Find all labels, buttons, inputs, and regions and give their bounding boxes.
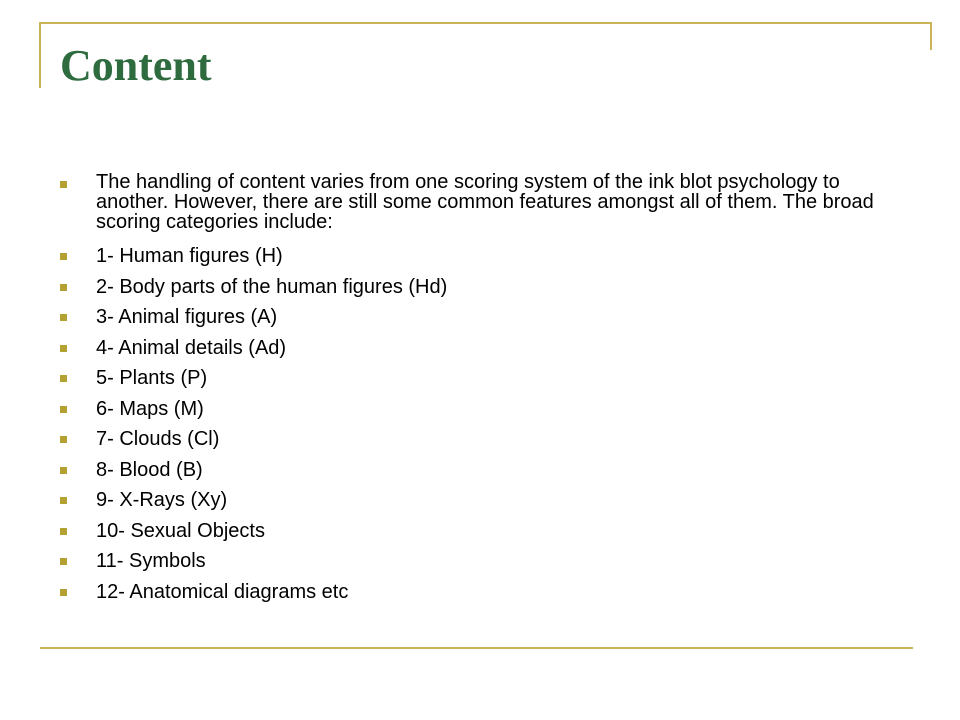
list-item-text: 1- Human figures (H) <box>96 245 283 267</box>
top-border-rule <box>40 22 932 24</box>
list-item <box>58 397 898 428</box>
list-item <box>58 580 898 611</box>
right-border-rule <box>930 22 932 50</box>
list-item <box>58 366 898 397</box>
left-border-rule <box>39 22 41 88</box>
list-item <box>58 427 898 458</box>
square-bullet-icon <box>60 467 67 474</box>
list-item <box>58 244 898 275</box>
content-bullet-list <box>58 172 898 610</box>
list-item-text: 7- Clouds (Cl) <box>96 428 220 450</box>
list-item <box>58 519 898 550</box>
bottom-border-rule <box>40 647 913 649</box>
list-item-text: 5- Plants (P) <box>96 367 208 389</box>
square-bullet-icon <box>60 406 67 413</box>
square-bullet-icon <box>60 345 67 352</box>
list-item <box>58 488 898 519</box>
list-item-text: 11- Symbols <box>96 550 206 572</box>
list-item-text: 8- Blood (B) <box>96 458 203 481</box>
list-item <box>58 336 898 367</box>
list-item <box>58 275 898 306</box>
square-bullet-icon <box>60 589 67 596</box>
slide-title: Content <box>60 41 212 90</box>
square-bullet-icon <box>60 528 67 535</box>
list-item-text: 12- Anatomical diagrams etc <box>96 580 349 603</box>
square-bullet-icon <box>60 284 67 291</box>
list-item <box>58 458 898 489</box>
intro-bullet <box>58 172 898 232</box>
list-item-text: 10- Sexual Objects <box>96 519 265 542</box>
square-bullet-icon <box>60 253 67 260</box>
list-item-text: 6- Maps (M) <box>96 397 204 420</box>
list-item-text: 4- Animal details (Ad) <box>96 336 287 359</box>
square-bullet-icon <box>60 314 67 321</box>
square-bullet-icon <box>60 558 67 565</box>
square-bullet-icon <box>60 436 67 443</box>
intro-text: The handling of content varies from one scoring system of the ink blot psychology to another. However, there are still some common features amongst all of them. The broad scoring categories include: <box>96 171 874 233</box>
list-item-text: 3- Animal figures (A) <box>96 306 278 328</box>
square-bullet-icon <box>60 497 67 504</box>
square-bullet-icon <box>60 375 67 382</box>
square-bullet-icon <box>60 181 67 188</box>
list-item <box>58 549 898 580</box>
list-item-text: 9- X-Rays (Xy) <box>96 489 228 511</box>
list-item-text: 2- Body parts of the human figures (Hd) <box>96 275 448 298</box>
list-item <box>58 305 898 336</box>
